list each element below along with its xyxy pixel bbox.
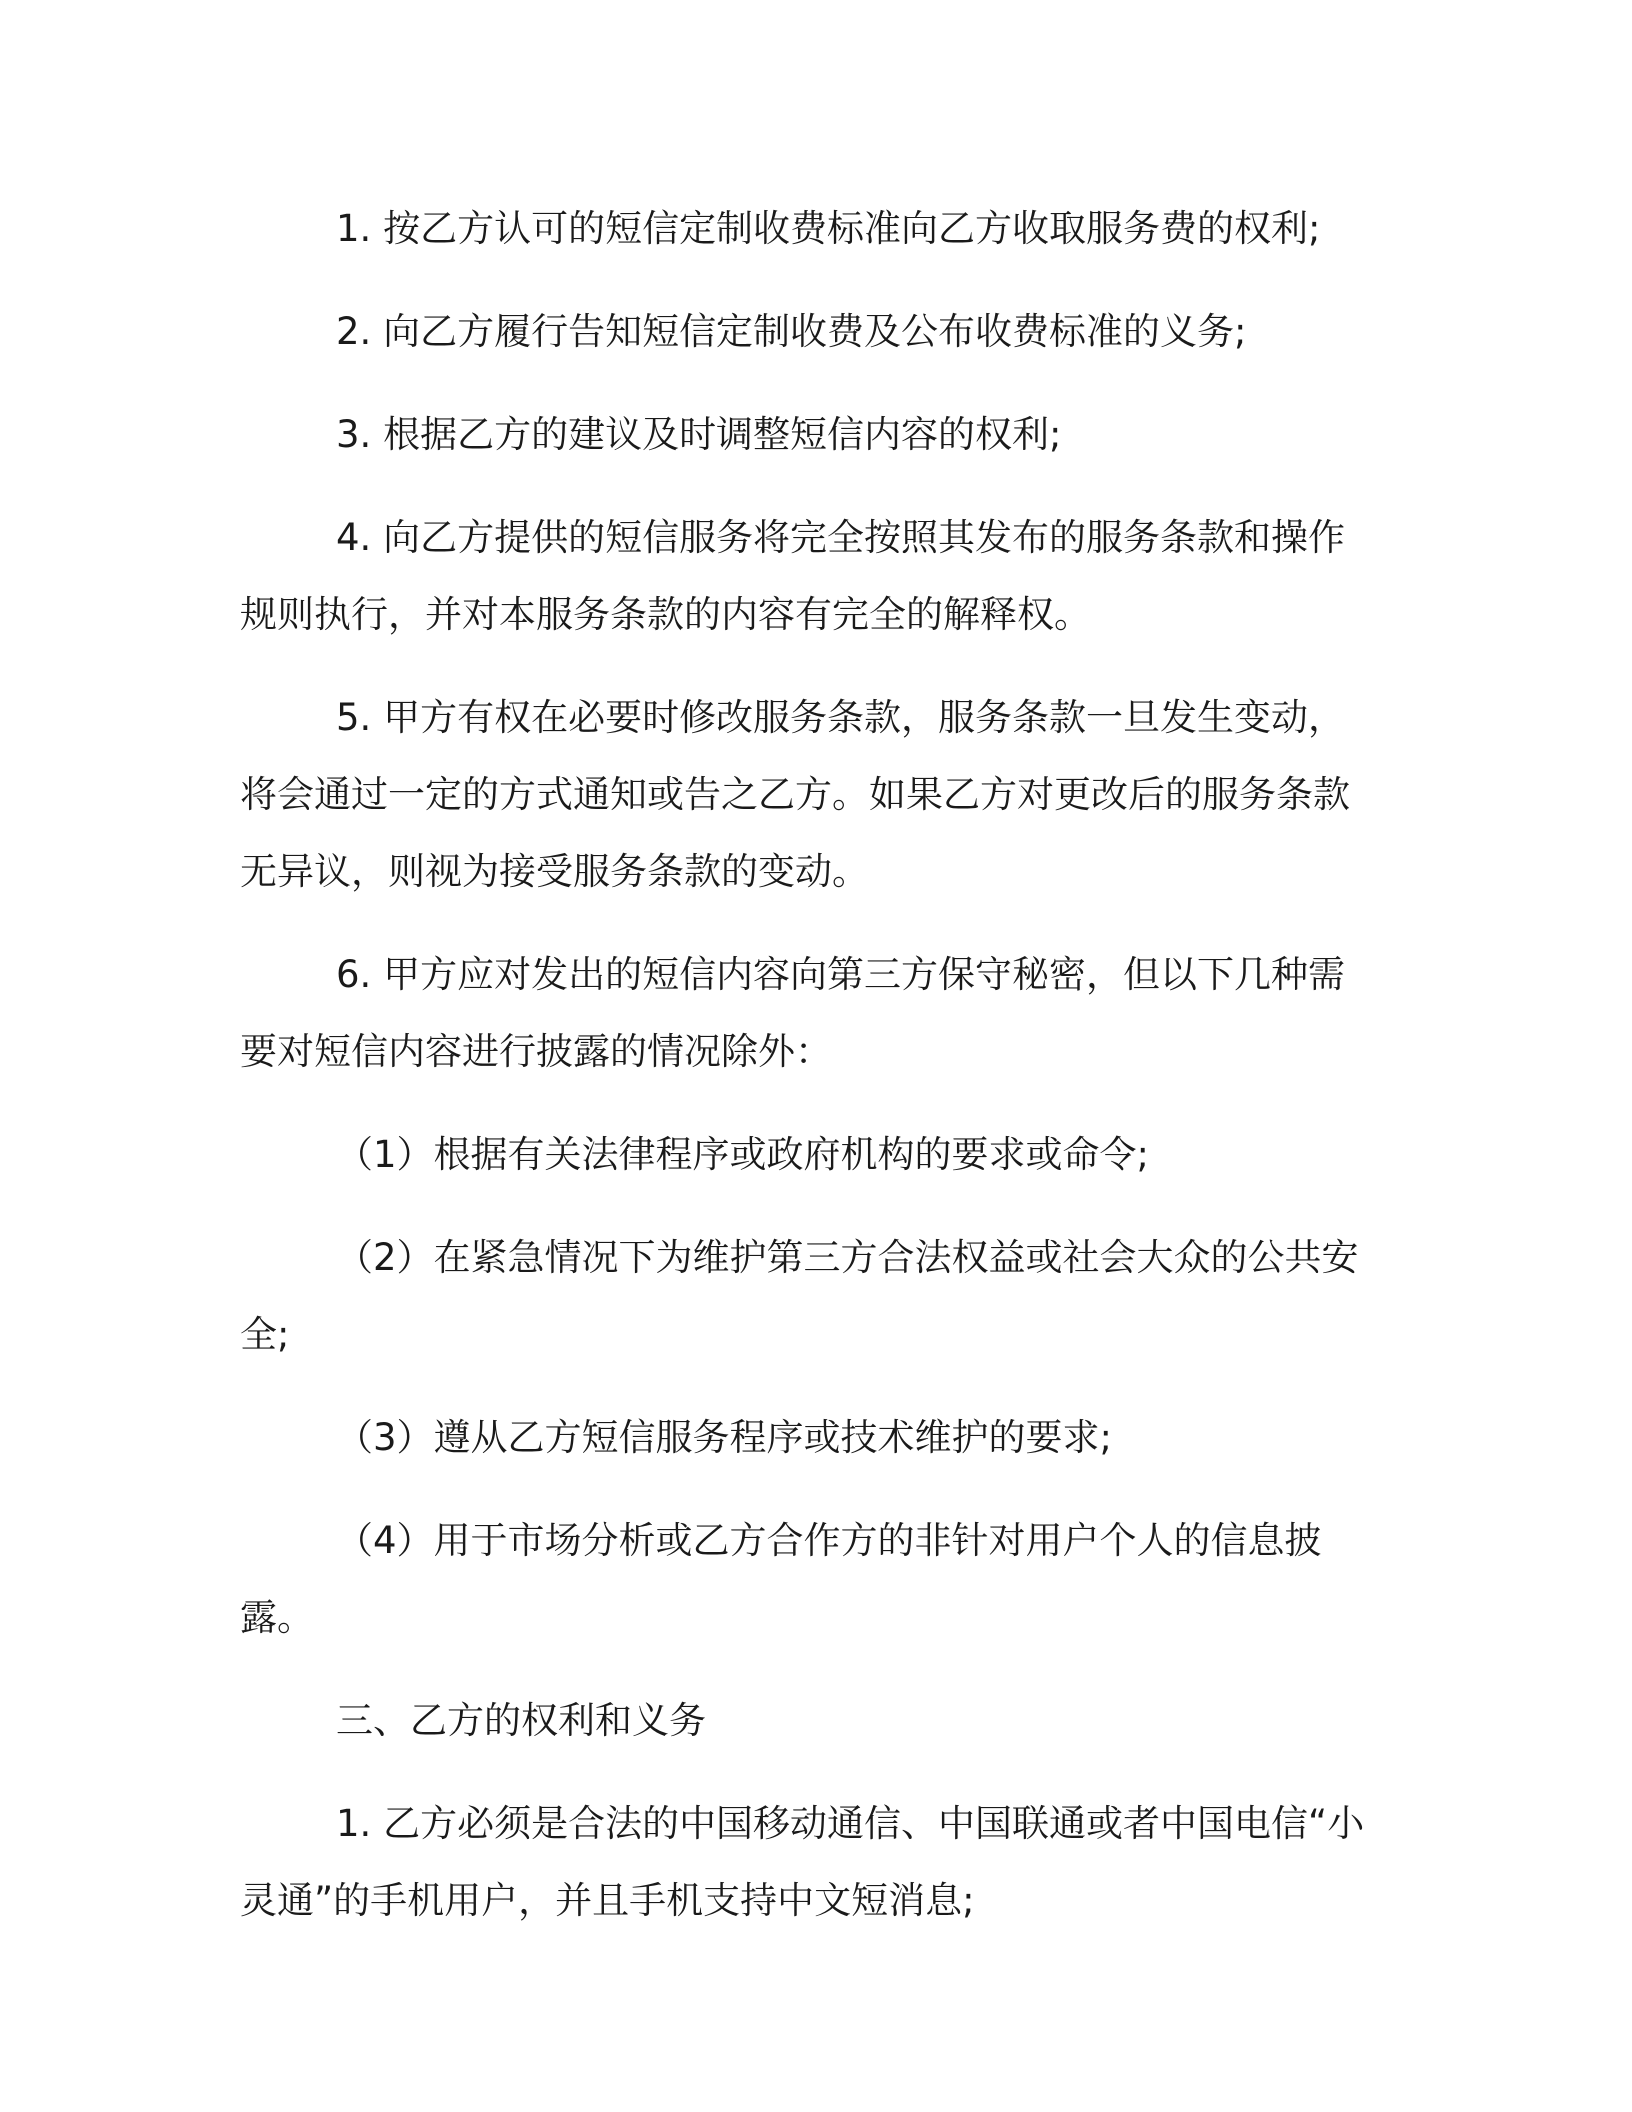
clause-4-service-terms: 4. 向乙方提供的短信服务将完全按照其发布的服务条款和操作规则执行，并对本服务条款的内容有完全的解释权。	[240, 516, 1346, 636]
section-heading-party-b: 三、乙方的权利和义务	[336, 1699, 706, 1742]
party-b-clause-1: 1. 乙方必须是合法的中国移动通信、中国联通或者中国电信“小灵通”的手机用户，并且手机支持中文短消息;	[240, 1802, 1365, 1922]
document-page	[240, 190, 1380, 1939]
clause-2-notify-duty: 2. 向乙方履行告知短信定制收费及公布收费标准的义务;	[336, 310, 1247, 353]
clause-1-fee-right: 1. 按乙方认可的短信定制收费标准向乙方收取服务费的权利;	[336, 207, 1321, 250]
clause-6-confidentiality: 6. 甲方应对发出的短信内容向第三方保守秘密，但以下几种需要对短信内容进行披露的情况除外：	[240, 953, 1346, 1073]
clause-5-modify-terms: 5. 甲方有权在必要时修改服务条款，服务条款一旦发生变动，将会通过一定的方式通知或告之乙方。如果乙方对更改后的服务条款无异议，则视为接受服务条款的变动。	[240, 696, 1350, 893]
exception-3-maintenance: （3）遵从乙方短信服务程序或技术维护的要求;	[336, 1416, 1113, 1459]
exception-1-legal: （1）根据有关法律程序或政府机构的要求或命令;	[336, 1133, 1150, 1176]
exception-4-market-analysis: （4）用于市场分析或乙方合作方的非针对用户个人的信息披露。	[240, 1519, 1322, 1639]
clause-3-adjust-content: 3. 根据乙方的建议及时调整短信内容的权利;	[336, 413, 1062, 456]
exception-2-emergency: （2）在紧急情况下为维护第三方合法权益或社会大众的公共安全;	[240, 1236, 1359, 1356]
